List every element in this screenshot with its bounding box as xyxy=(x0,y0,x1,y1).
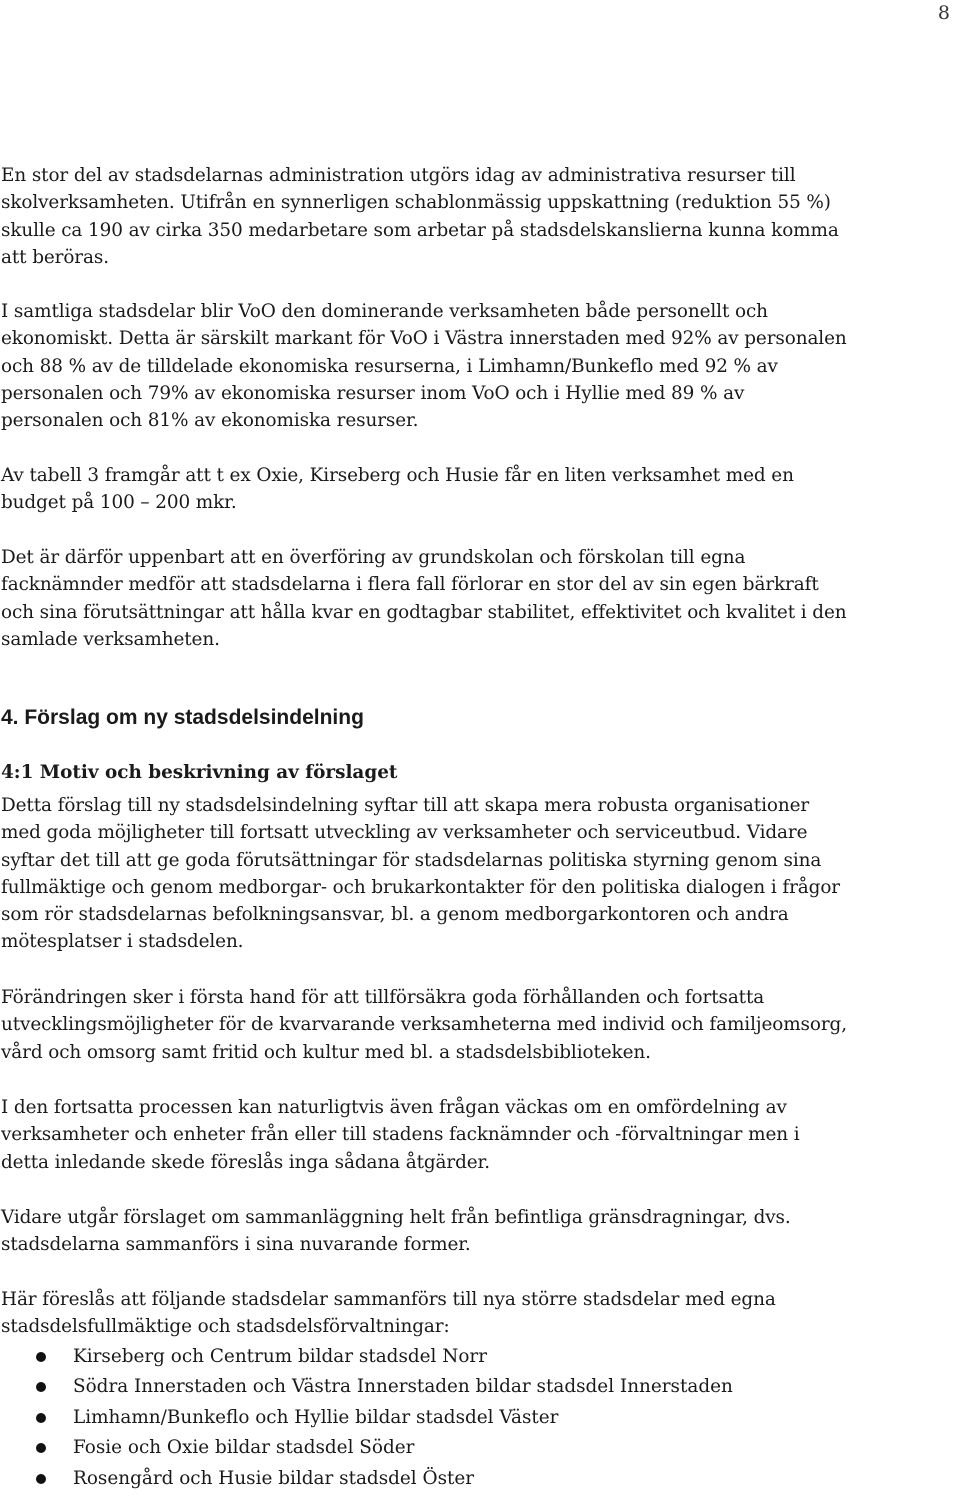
bullet-icon xyxy=(36,1443,46,1453)
list-item: Södra Innerstaden och Västra Innerstaden bildar stadsdel Innerstaden xyxy=(0,1372,733,1402)
section-heading: 4. Förslag om ny stadsdelsindelning xyxy=(1,706,364,729)
paragraph-table-3: Av tabell 3 framgår att t ex Oxie, Kirseberg och Husie får en liten verksamhet med en budget på 100 – 200 mkr. xyxy=(1,465,794,514)
page-number: 8 xyxy=(937,2,950,24)
bullet-icon xyxy=(36,1413,46,1423)
merge-list xyxy=(0,1342,733,1494)
paragraph-continued-process: I den fortsatta processen kan naturligtvis även frågan väckas om en omfördelning av verksamheter och enheter från eller till stadens facknämnder och -förvaltningar men i detta inledande skede föreslås inga sådana åtgärder. xyxy=(1,1097,800,1173)
list-item: Kirseberg och Centrum bildar stadsdel Norr xyxy=(0,1342,733,1372)
paragraph-change-reason: Förändringen sker i första hand för att tillförsäkra goda förhållanden och fortsatta utvecklingsmöjligheter för de kvarvarande verksamheterna med individ och familjeomsorg, vård och omsorg samt fritid och kultur med bl. a stadsdelsbiblioteken. xyxy=(1,987,847,1063)
paragraph-proposal-purpose: Detta förslag till ny stadsdelsindelning syftar till att skapa mera robusta organisationer med goda möjligheter till fortsatt utveckling av verksamheter och serviceutbud. Vidare syftar det till att ge goda förutsättningar för stadsdelarnas politiska styrning genom sina fullmäktige och genom medborgar- och brukarkontakter för den politiska dialogen i frågor som rör stadsdelarnas befolkningsansvar, bl. a genom medborgarkontoren och andra mötesplatser i stadsdelen. xyxy=(1,795,840,953)
list-item: Limhamn/Bunkeflo och Hyllie bildar stadsdel Väster xyxy=(0,1403,733,1433)
bullet-icon xyxy=(36,1382,46,1392)
paragraph-admin-resources: En stor del av stadsdelarnas administration utgörs idag av administrativa resurser till skolverksamheten. Utifrån en synnerligen schablonmässig uppskattning (reduktion 55 %) skulle ca 190 av cirka 350 medarbetare som arbetar på stadsdelskanslierna kunna komma att beröras. xyxy=(1,165,839,268)
list-item: Rosengård och Husie bildar stadsdel Öster xyxy=(0,1464,733,1494)
paragraph-conclusion: Det är därför uppenbart att en överföring av grundskolan och förskolan till egna facknämnder medför att stadsdelarna i flera fall förlorar en stor del av sin egen bärkraft och sina förutsättningar att hålla kvar en godtagbar stabilitet, effektivitet och kvalitet i den samlade verksamheten. xyxy=(1,547,847,650)
paragraph-merge-intro: Här föreslås att följande stadsdelar sammanförs till nya större stadsdelar med egna stadsdelsfullmäktige och stadsdelsförvaltningar: xyxy=(1,1289,776,1338)
bullet-icon xyxy=(36,1474,46,1484)
list-item: Fosie och Oxie bildar stadsdel Söder xyxy=(0,1433,733,1463)
paragraph-voo-dominant: I samtliga stadsdelar blir VoO den dominerande verksamheten både personellt och ekonomiskt. Detta är särskilt markant för VoO i Västra innerstaden med 92% av personalen och 88 % av de tilldelade ekonomiska resurserna, i Limhamn/Bunkeflo med 92 % av personalen och 79% av ekonomiska resurser inom VoO och i Hyllie med 89 % av personalen och 81% av ekonomiska resurser. xyxy=(1,301,847,432)
paragraph-boundaries: Vidare utgår förslaget om sammanläggning helt från befintliga gränsdragningar, dvs. stadsdelarna sammanförs i sina nuvarande former. xyxy=(1,1207,791,1256)
bullet-icon xyxy=(36,1352,46,1362)
sub-heading: 4:1 Motiv och beskrivning av förslaget xyxy=(1,762,398,783)
